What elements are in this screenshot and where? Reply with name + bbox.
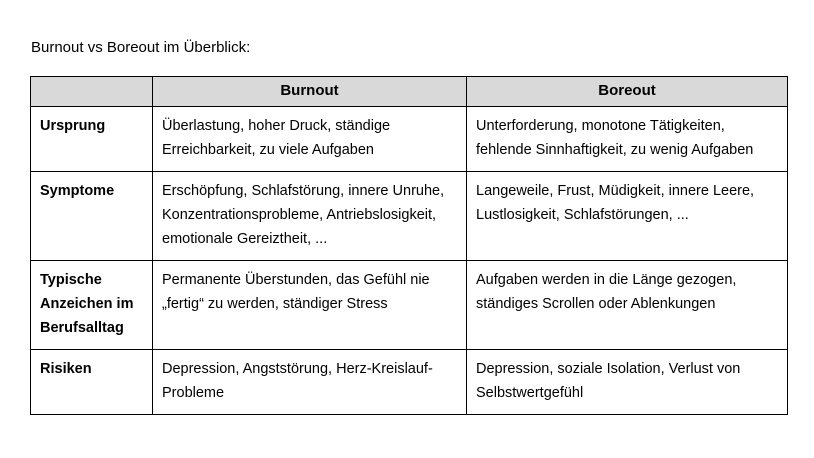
- intro-text: Burnout vs Boreout im Überblick:: [31, 39, 251, 56]
- table-body: [31, 107, 788, 415]
- table-row: [31, 107, 788, 172]
- column-header-boreout: Boreout: [467, 77, 788, 107]
- row-label-ursprung: Ursprung: [31, 107, 153, 172]
- cell-burnout-risiken: Depression, Angststörung, Herz-Kreislauf-Probleme: [153, 350, 467, 415]
- cell-burnout-symptome: Erschöpfung, Schlafstörung, innere Unruhe, Konzentrationsprobleme, Antriebslosigkeit, emotionale Gereiztheit, ...: [153, 172, 467, 261]
- table-row: [31, 350, 788, 415]
- table-header-row: [31, 77, 788, 107]
- cell-boreout-ursprung: Unterforderung, monotone Tätigkeiten, fehlende Sinnhaftigkeit, zu wenig Aufgaben: [467, 107, 788, 172]
- burnout-boreout-comparison-table: [30, 76, 788, 415]
- row-label-typische-anzeichen: Typische Anzeichen im Berufsalltag: [31, 261, 153, 350]
- table-header: [31, 77, 788, 107]
- cell-boreout-risiken: Depression, soziale Isolation, Verlust von Selbstwertgefühl: [467, 350, 788, 415]
- row-label-risiken: Risiken: [31, 350, 153, 415]
- table-row: [31, 261, 788, 350]
- cell-boreout-typische-anzeichen: Aufgaben werden in die Länge gezogen, ständiges Scrollen oder Ablenkungen: [467, 261, 788, 350]
- cell-boreout-symptome: Langeweile, Frust, Müdigkeit, innere Leere, Lustlosigkeit, Schlafstörungen, ...: [467, 172, 788, 261]
- column-header-empty: [31, 77, 153, 107]
- table-row: [31, 172, 788, 261]
- cell-burnout-ursprung: Überlastung, hoher Druck, ständige Erreichbarkeit, zu viele Aufgaben: [153, 107, 467, 172]
- row-label-symptome: Symptome: [31, 172, 153, 261]
- cell-burnout-typische-anzeichen: Permanente Überstunden, das Gefühl nie „fertig“ zu werden, ständiger Stress: [153, 261, 467, 350]
- column-header-burnout: Burnout: [153, 77, 467, 107]
